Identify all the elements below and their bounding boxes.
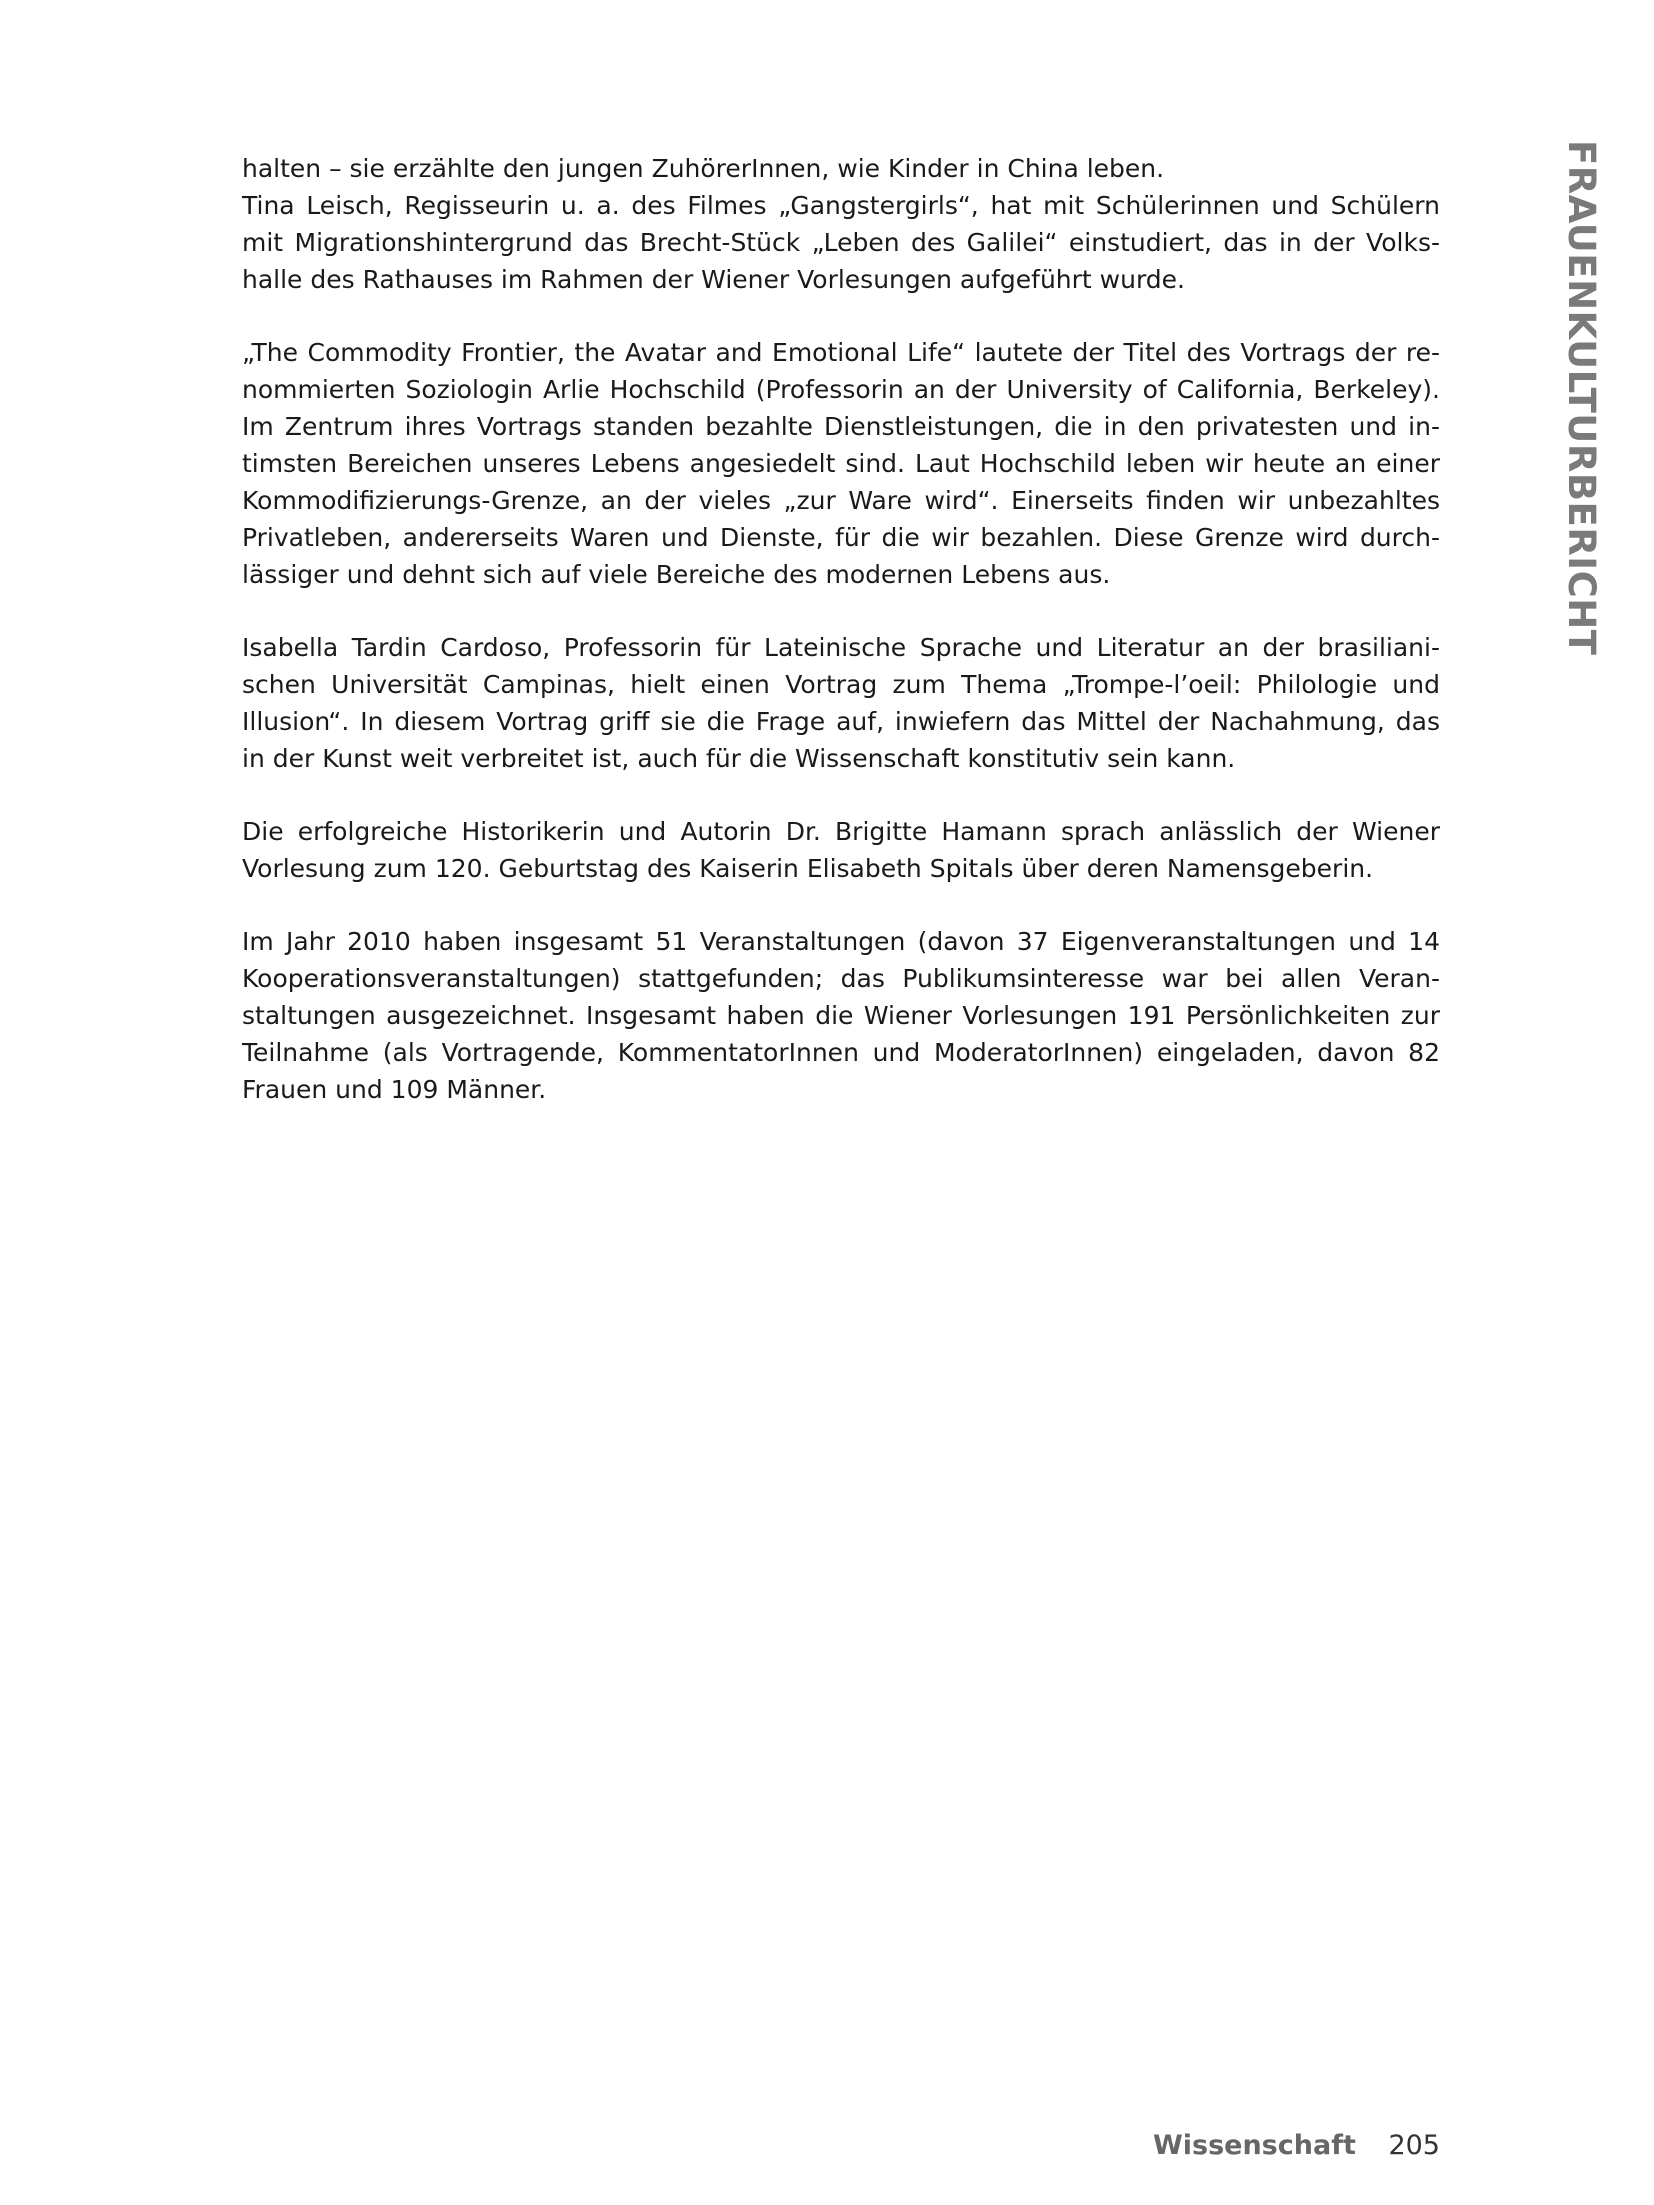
paragraph-5 xyxy=(242,923,1440,1108)
text-line: lässiger und dehnt sich auf viele Bereiche des modernen Lebens aus. xyxy=(242,560,1111,589)
text-line: Im Zentrum ihres Vortrags standen bezahlte Dienstleistungen, die in den privatesten und in- xyxy=(242,412,1440,441)
footer-section-title: Wissenschaft xyxy=(1152,2130,1356,2161)
text-line: halten – sie erzählte den jungen ZuhörerInnen, wie Kinder in China leben. xyxy=(242,154,1165,183)
text-line: Vorlesung zum 120. Geburtstag des Kaiserin Elisabeth Spitals über deren Namensgeberin. xyxy=(242,854,1374,883)
text-line: nommierten Soziologin Arlie Hochschild (Professorin an der University of California, Berkeley). xyxy=(242,375,1440,404)
text-line: Frauen und 109 Männer. xyxy=(242,1075,547,1104)
body-text xyxy=(242,150,1440,1144)
text-line: Teilnahme (als Vortragende, KommentatorInnen und ModeratorInnen) eingeladen, davon 82 xyxy=(242,1038,1440,1067)
paragraph-3 xyxy=(242,629,1440,777)
text-line: Kooperationsveranstaltungen) stattgefunden; das Publikumsinteresse war bei allen Veran- xyxy=(242,964,1440,993)
text-line: Isabella Tardin Cardoso, Professorin für Lateinische Sprache und Literatur an der brasiliani- xyxy=(242,633,1440,662)
text-line: in der Kunst weit verbreitet ist, auch für die Wissenschaft konstitutiv sein kann. xyxy=(242,744,1236,773)
text-line: schen Universität Campinas, hielt einen Vortrag zum Thema „Trompe-l’oeil: Philologie und xyxy=(242,670,1440,699)
side-title: FRAUENKULTURBERICHT xyxy=(1560,140,1603,656)
text-line: „The Commodity Frontier, the Avatar and Emotional Life“ lautete der Titel des Vortrags der re- xyxy=(242,338,1440,367)
text-line: Privatleben, andererseits Waren und Dienste, für die wir bezahlen. Diese Grenze wird durch- xyxy=(242,523,1440,552)
text-line: Illusion“. In diesem Vortrag griff sie die Frage auf, inwiefern das Mittel der Nachahmung, das xyxy=(242,707,1440,736)
text-line: timsten Bereichen unseres Lebens angesiedelt sind. Laut Hochschild leben wir heute an einer xyxy=(242,449,1440,478)
paragraph-1 xyxy=(242,150,1440,298)
text-line: Tina Leisch, Regisseurin u. a. des Filmes „Gangstergirls“, hat mit Schülerinnen und Schülern xyxy=(242,191,1440,220)
text-line: Kommodifizierungs-Grenze, an der vieles „zur Ware wird“. Einerseits finden wir unbezahltes xyxy=(242,486,1440,515)
text-line: mit Migrationshintergrund das Brecht-Stück „Leben des Galilei“ einstudiert, das in der Volks- xyxy=(242,228,1440,257)
text-line: Die erfolgreiche Historikerin und Autorin Dr. Brigitte Hamann sprach anlässlich der Wiener xyxy=(242,817,1440,846)
text-line: Im Jahr 2010 haben insgesamt 51 Veranstaltungen (davon 37 Eigenveranstaltungen und 14 xyxy=(242,927,1440,956)
page-footer xyxy=(1100,2130,1440,2161)
paragraph-4 xyxy=(242,813,1440,887)
text-line: halle des Rathauses im Rahmen der Wiener Vorlesungen aufgeführt wurde. xyxy=(242,265,1185,294)
page-number: 205 xyxy=(1388,2130,1440,2161)
paragraph-2 xyxy=(242,334,1440,593)
text-line: staltungen ausgezeichnet. Insgesamt haben die Wiener Vorlesungen 191 Persönlichkeiten zur xyxy=(242,1001,1440,1030)
